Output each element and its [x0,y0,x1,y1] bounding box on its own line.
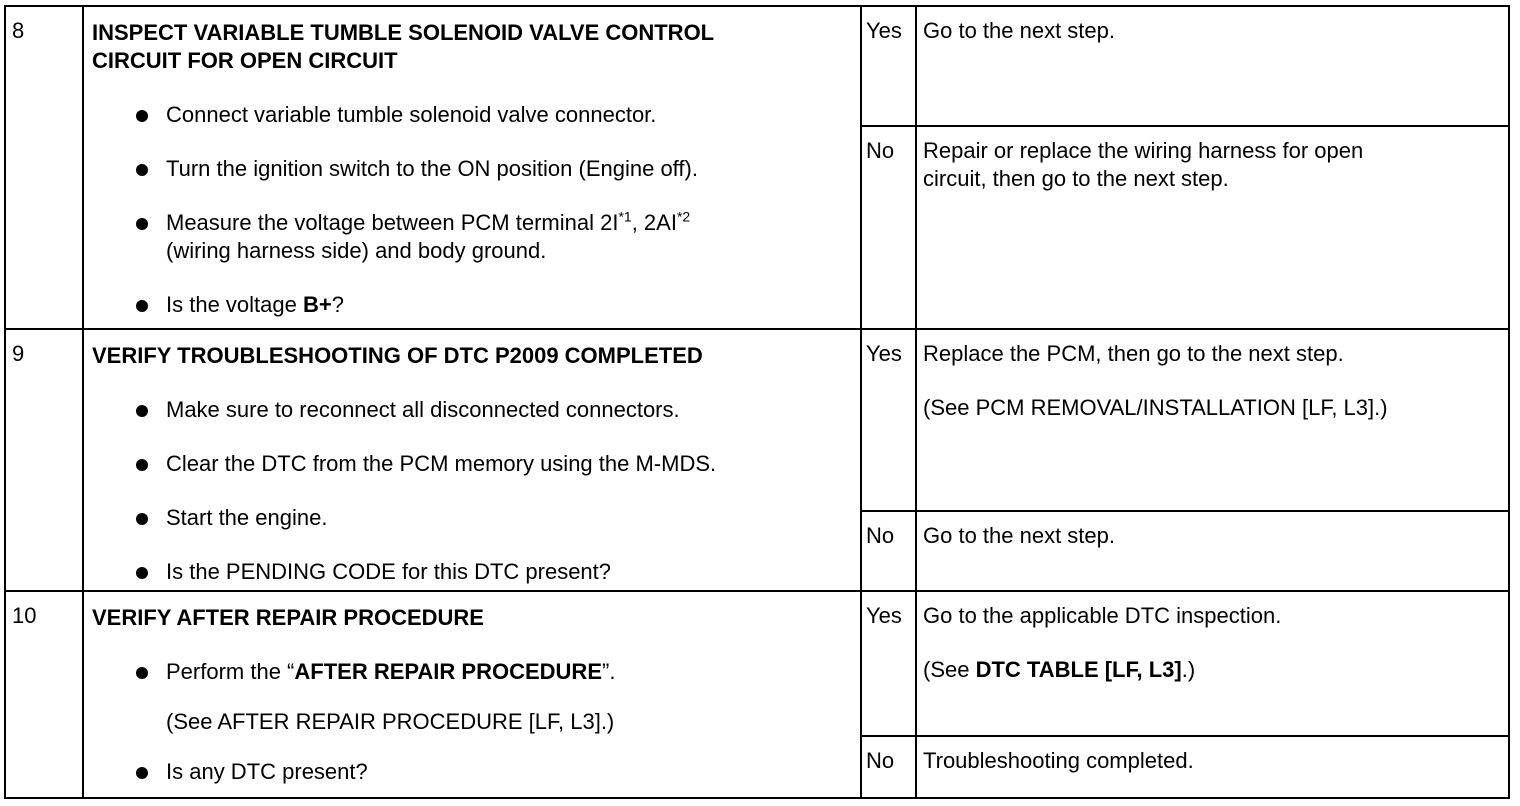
bullet-item: Clear the DTC from the PCM memory using the M-MDS. [92,450,850,478]
bullet-item: Start the engine. [92,504,850,532]
no-label: No [861,736,916,798]
bullet-dot-icon [136,567,148,579]
no-result: Troubleshooting completed. [916,736,1509,798]
bullet-dot-icon [136,513,148,525]
step-action-cell [83,329,861,591]
step-bullet-list [92,758,850,786]
yes-label: Yes [861,6,916,126]
step-title: VERIFY TROUBLESHOOTING OF DTC P2009 COMPLETED [92,343,703,368]
no-result: Repair or replace the wiring harness for open circuit, then go to the next step. [916,126,1509,329]
bullet-item: Make sure to reconnect all disconnected connectors. [92,396,850,424]
cross-reference-link[interactable]: (See PCM REMOVAL/INSTALLATION [LF, L3].) [923,395,1388,420]
step-action-cell [83,591,861,798]
bullet-dot-icon [136,405,148,417]
cross-reference-link[interactable]: (See DTC TABLE [LF, L3].) [923,657,1196,682]
no-result: Go to the next step. [916,511,1509,591]
footnote-ref-1: *1 [618,208,632,225]
bullet-dot-icon [136,110,148,122]
footnote-ref-2: *2 [676,208,691,225]
bullet-dot-icon [136,164,148,176]
bullet-dot-icon [136,667,148,679]
step-number: 10 [5,591,83,798]
step-number: 9 [5,329,83,591]
step-title: VERIFY AFTER REPAIR PROCEDURE [92,605,484,630]
no-label: No [861,511,916,591]
yes-result: Replace the PCM, then go to the next step. (See PCM REMOVAL/INSTALLATION [LF, L3].) [916,329,1509,511]
bullet-dot-icon [136,300,148,312]
yes-result: Go to the next step. [916,6,1509,126]
step-title [92,19,850,75]
bullet-item: Connect variable tumble solenoid valve connector. [92,101,850,129]
step-row-10-yes [5,591,1509,736]
yes-label: Yes [861,591,916,736]
no-label: No [861,126,916,329]
step-bullet-list [92,658,850,686]
bullet-dot-icon [136,767,148,779]
yes-label: Yes [861,329,916,511]
diagnostic-procedure-table [4,5,1510,799]
bullet-item: Is the voltage B+? [92,291,850,319]
bullet-item: Perform the “AFTER REPAIR PROCEDURE”. [92,658,850,686]
bullet-item: Turn the ignition switch to the ON position (Engine off). [92,155,850,183]
bullet-item: Is the PENDING CODE for this DTC present? [92,558,850,586]
step-number: 8 [5,6,83,329]
cross-reference-link[interactable]: (See AFTER REPAIR PROCEDURE [LF, L3].) [166,709,615,734]
step-bullet-list [92,101,850,319]
yes-result: Go to the applicable DTC inspection. (See DTC TABLE [LF, L3].) [916,591,1509,736]
step-row-8-yes [5,6,1509,126]
step-action-cell [83,6,861,329]
bullet-dot-icon [136,459,148,471]
step-row-9-yes [5,329,1509,511]
step-title-line-2: CIRCUIT FOR OPEN CIRCUIT [92,48,398,73]
step-bullet-list [92,396,850,586]
bullet-item: Measure the voltage between PCM terminal $2I^{*1}$, 2AI$^{*2}$ (wiring harness side) and body ground. [92,209,850,265]
bullet-item: Is any DTC present? [92,758,850,786]
bullet-dot-icon [136,218,148,230]
step-title-line-1: INSPECT VARIABLE TUMBLE SOLENOID VALVE CONTROL [92,20,715,45]
